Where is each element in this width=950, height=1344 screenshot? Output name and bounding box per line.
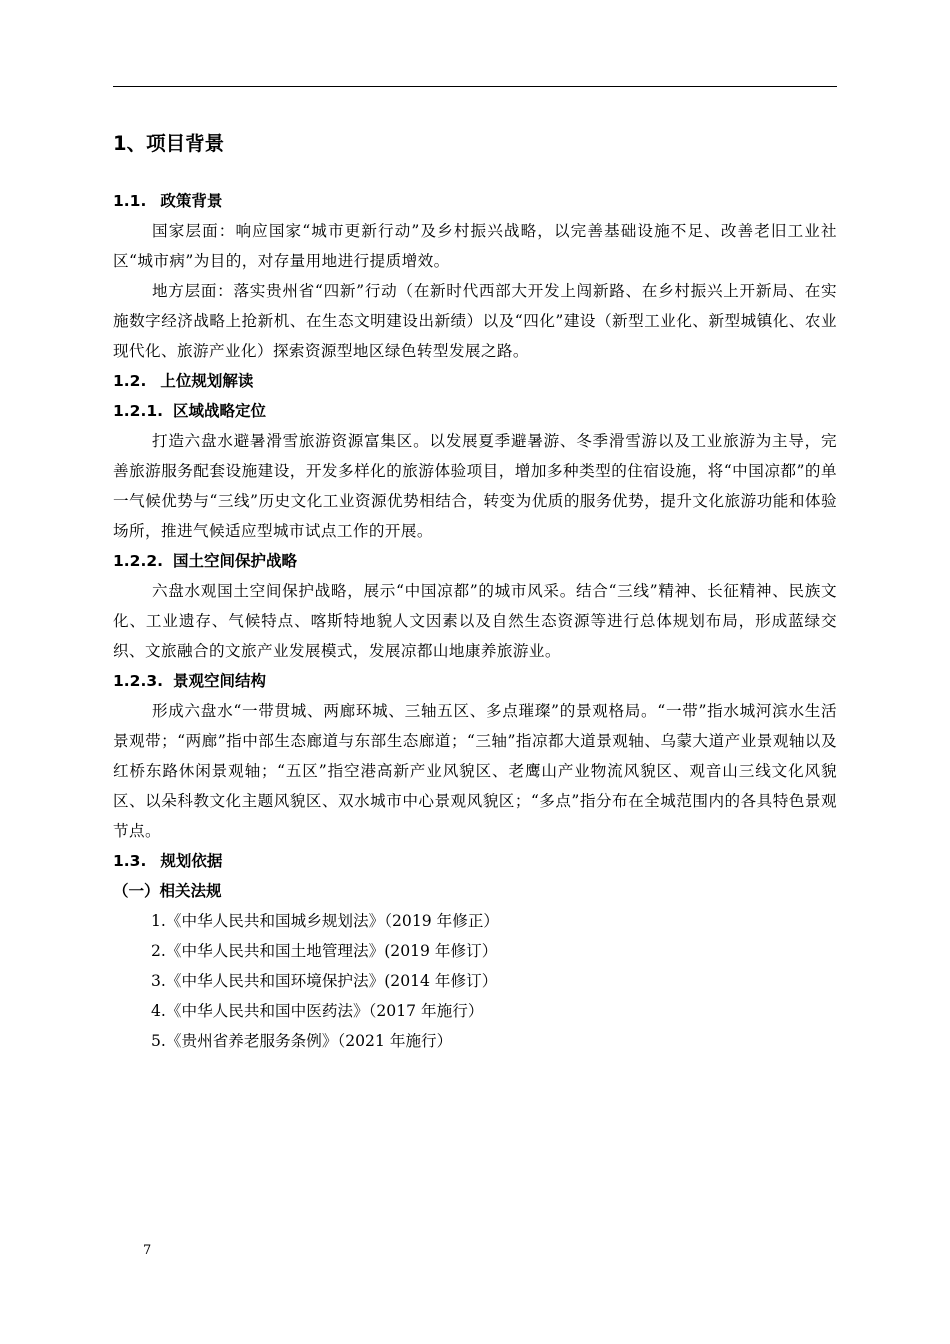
heading-1-2 [113, 366, 837, 396]
page-number: 7 [143, 1243, 152, 1258]
law-list-item: 1.《中华人民共和国城乡规划法》（2019 年修正） [151, 912, 500, 930]
paragraph-spatial-protection: 六盘水观国土空间保护战略，展示“中国凉都”的城市风采。结合“三线”精神、长征精神、民族文化、工业遗存、气候特点、喀斯特地貌人文因素以及自然生态资源等进行总体规划布局，形成蓝绿交织、文旅融合的文旅产业发展模式，发展凉都山地康养旅游业。 [113, 582, 837, 660]
header-rule [113, 86, 837, 87]
paragraph-regional-strategy: 打造六盘水避暑滑雪旅游资源富集区。以发展夏季避暑游、冬季滑雪游以及工业旅游为主导，完善旅游服务配套设施建设，开发多样化的旅游体验项目，增加多种类型的住宿设施，将“中国凉都”的单一气候优势与“三线”历史文化工业资源优势相结合，转变为优质的服务优势，提升文化旅游功能和体验场所，推进气候适应型城市试点工作的开展。 [113, 432, 837, 540]
law-list-item: 4.《中华人民共和国中医药法》（2017 年施行） [151, 1002, 484, 1020]
paragraph-landscape-structure: 形成六盘水“一带贯城、两廊环城、三轴五区、多点璀璨”的景观格局。“一带”指水城河滨水生活景观带；“两廊”指中部生态廊道与东部生态廊道；“三轴”指凉都大道景观轴、乌蒙大道产业景观轴以及红桥东路休闲景观轴；“五区”指空港高新产业风貌区、老鹰山产业物流风貌区、观音山三线文化风貌区、以朵科教文化主题风貌区、双水城市中心景观风貌区；“多点”指分布在全城范围内的各具特色景观节点。 [113, 702, 837, 840]
heading-text: 政策背景 [160, 192, 223, 210]
heading-number: 1.2. [113, 372, 147, 390]
paragraph-local-level: 地方层面：落实贵州省“四新”行动（在新时代西部大开发上闯新路、在乡村振兴上开新局、在实施数字经济战略上抢新机、在生态文明建设出新绩）以及“四化”建设（新型工业化、新型城镇化、农业现代化、旅游产业化）探索资源型地区绿色转型发展之路。 [113, 282, 837, 360]
law-list-item: 2.《中华人民共和国土地管理法》(2019 年修订） [151, 942, 498, 960]
heading-text: 国土空间保护战略 [173, 552, 298, 570]
heading-1-2-3 [113, 666, 837, 696]
heading-number: 1.2.1. [113, 402, 164, 420]
heading-text: 区域战略定位 [173, 402, 267, 420]
heading-1-3 [113, 846, 837, 876]
heading-text: 上位规划解读 [160, 372, 254, 390]
heading-1-1 [113, 186, 837, 216]
heading-number: 1.3. [113, 852, 147, 870]
heading-number: 1.2.2. [113, 552, 164, 570]
law-list-item: 3.《中华人民共和国环境保护法》(2014 年修订） [151, 972, 498, 990]
group-title-regulations: （一）相关法规 [113, 882, 222, 900]
heading-number: 1.1. [113, 192, 147, 210]
page-content [113, 124, 837, 1056]
section-title: 1、项目背景 [113, 132, 225, 155]
law-list-item: 5.《贵州省养老服务条例》（2021 年施行） [151, 1032, 453, 1050]
heading-1-2-2 [113, 546, 837, 576]
heading-number: 1.2.3. [113, 672, 164, 690]
heading-text: 规划依据 [160, 852, 223, 870]
paragraph-national-level: 国家层面：响应国家“城市更新行动”及乡村振兴战略，以完善基础设施不足、改善老旧工业社区“城市病”为目的，对存量用地进行提质增效。 [113, 222, 837, 270]
heading-1-2-1 [113, 396, 837, 426]
heading-text: 景观空间结构 [173, 672, 267, 690]
